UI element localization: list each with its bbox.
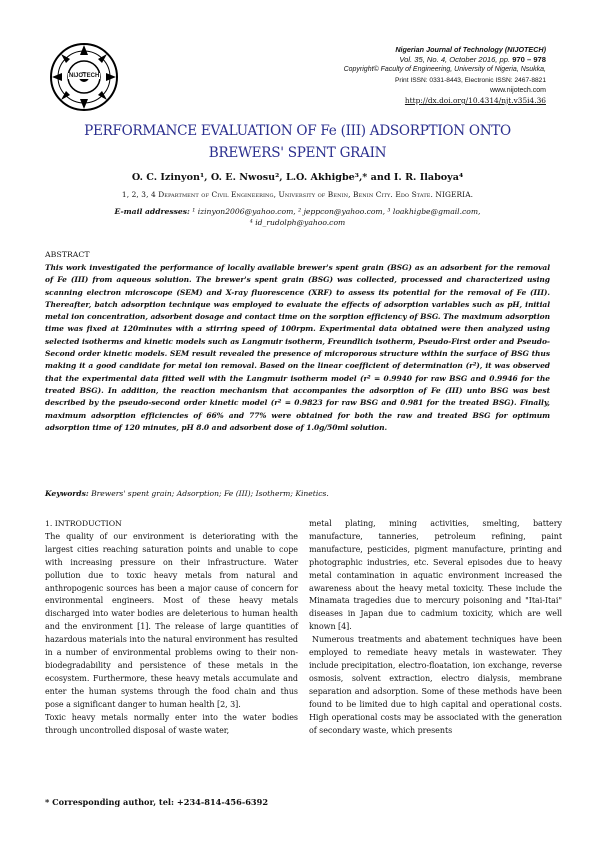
title-line-1: PERFORMANCE EVALUATION OF Fe (III) ADSORPTION ONTO	[84, 123, 511, 139]
page-range: 970 – 978	[512, 55, 546, 65]
email-addresses	[40, 206, 555, 228]
emails-line-2: ⁴ id_rudolph@yahoo.com	[249, 218, 346, 227]
corresponding-author-footnote: * Corresponding author, tel: +234-814-456-6392	[45, 797, 269, 807]
keywords	[45, 489, 329, 498]
right-column	[309, 518, 562, 737]
intro-paragraph-4: Numerous treatments and abatement techniques have been employed to remediate heavy metals in wastewater. They include precipitation, electro-floatation, ion exchange, reverse osmosis, solvent extraction, electro dialysis, membrane separation and adsorption. Some of these methods have been found to be limited due to high capital and operational costs. High operational costs may be associated with the generation of secondary waste, which presents	[309, 635, 562, 735]
journal-logo	[48, 41, 120, 113]
logo-text: NIJOTECH	[69, 73, 100, 79]
issn-line: Print ISSN: 0331-8443, Electronic ISSN: 2467-8821	[394, 76, 546, 84]
keywords-label: Keywords:	[45, 489, 89, 498]
emails-label: E-mail addresses:	[114, 207, 190, 216]
left-column	[45, 518, 298, 737]
volume-prefix: Vol. 35, No. 4, October 2016, pp.	[399, 55, 511, 65]
abstract-text: This work investigated the performance of locally available brewer's spent grain (BSG) as an adsorbent for the removal of Fe (III) from aqueous solution. The brewer's spent grain (BSG) was collected, processed and characterized using scanning electron microscope (SEM) and X-ray fluorescence (XRF) to assess its potential for the removal of Fe (III). Thereafter, batch adsorption technique was employed to evaluate the effects of adsorption variables such as pH, initial metal ion concentration, adsorbent dosage and contact time on the sorption efficiency of BSG. The maximum adsorption time was fixed at 120minutes with a stirring speed of 100rpm. Experimental data obtained were then analyzed using selected isotherms and kinetic models such as Langmuir isotherm, Freundlich isotherm, Pseudo-First order and Pseudo-Second order kinetic models. SEM result revealed the presence of microporous structure within the surface of BSG thus making it a good candidate for metal ion removal. Based on the linear coefficient of determination (r²), it was observed that the experimental data fitted well with the Langmuir isotherm model (r² = 0.9940 for raw BSG and 0.9946 for the treated BSG). In addition, the reaction mechanism that accompanies the adsorption of Fe (III) unto BSG was best described by the pseudo-second order kinetic model (r² = 0.9823 for raw BSG and 0.981 for the treated BSG). Finally, maximum adsorption efficiencies of 66% and 77% were obtained for both the raw and treated BSG for optimum adsorption time of 120 minutes, pH 8.0 and adsorbent dose of 1.0g/50ml solution.	[45, 263, 550, 432]
journal-info	[226, 45, 546, 106]
author-list: O. C. Izinyon¹, O. E. Nwosu², L.O. Akhigbe³,* and I. R. Ilaboya⁴	[131, 172, 464, 183]
journal-volume	[226, 55, 546, 65]
section-heading: 1. INTRODUCTION	[45, 519, 122, 528]
intro-paragraph-3: metal plating, mining activities, smelting, battery manufacture, tanneries, petroleum refining, paint manufacture, pesticides, pigment manufacture, printing and photographic industries, etc. Several episodes due to heavy metal contamination in aquatic environment increased the awareness about the heavy metal toxicity. These include the Minamata tragedies due to mercury poisoning and "Itai-Itai" diseases in Japan due to cadmium toxicity, which are well known [4].	[309, 519, 562, 632]
emails-line-1: ¹ izinyon2006@yahoo.com, ² jeppcon@yahoo.com, ³ loakhigbe@gmail.com,	[189, 207, 481, 216]
paper-title	[40, 120, 555, 164]
affiliation: 1, 2, 3, 4 Department of Civil Engineering, University of Benin, Benin City. Edo State. NIGERIA.	[121, 190, 474, 199]
journal-name: Nigerian Journal of Technology (NIJOTECH)	[395, 45, 546, 54]
abstract-heading: ABSTRACT	[45, 250, 90, 259]
intro-paragraph-2: Toxic heavy metals normally enter into the water bodies through uncontrolled disposal of waste water,	[45, 712, 298, 735]
doi-link[interactable]: http://dx.doi.org/10.4314/njt.v35i4.36	[404, 96, 546, 106]
keywords-text: Brewers' spent grain; Adsorption; Fe (III); Isotherm; Kinetics.	[88, 489, 329, 498]
intro-paragraph-1: The quality of our environment is deteriorating with the largest cities reaching saturation points and unable to cope with increasing pressure on their infrastructure. Water pollution due to toxic heavy metals from natural and anthropogenic sources has been a major cause of concern for environmental engineers. Most of these heavy metals discharged into water bodies are deleterious to human health and the environment [1]. The release of large quantities of hazardous materials into the natural environment has resulted in a number of environmental problems owing to their non-biodegradability and persistence of these metals in the ecosystem. Furthermore, these heavy metals accumulate and enter the human systems through the food chain and thus pose a significant danger to human health [2, 3].	[45, 531, 298, 709]
copyright-line: Copyright© Faculty of Engineering, University of Nigeria, Nsukka,	[343, 66, 546, 74]
website-link[interactable]: www.nijotech.com	[489, 86, 546, 94]
title-line-2: BREWERS' SPENT GRAIN	[208, 145, 387, 161]
